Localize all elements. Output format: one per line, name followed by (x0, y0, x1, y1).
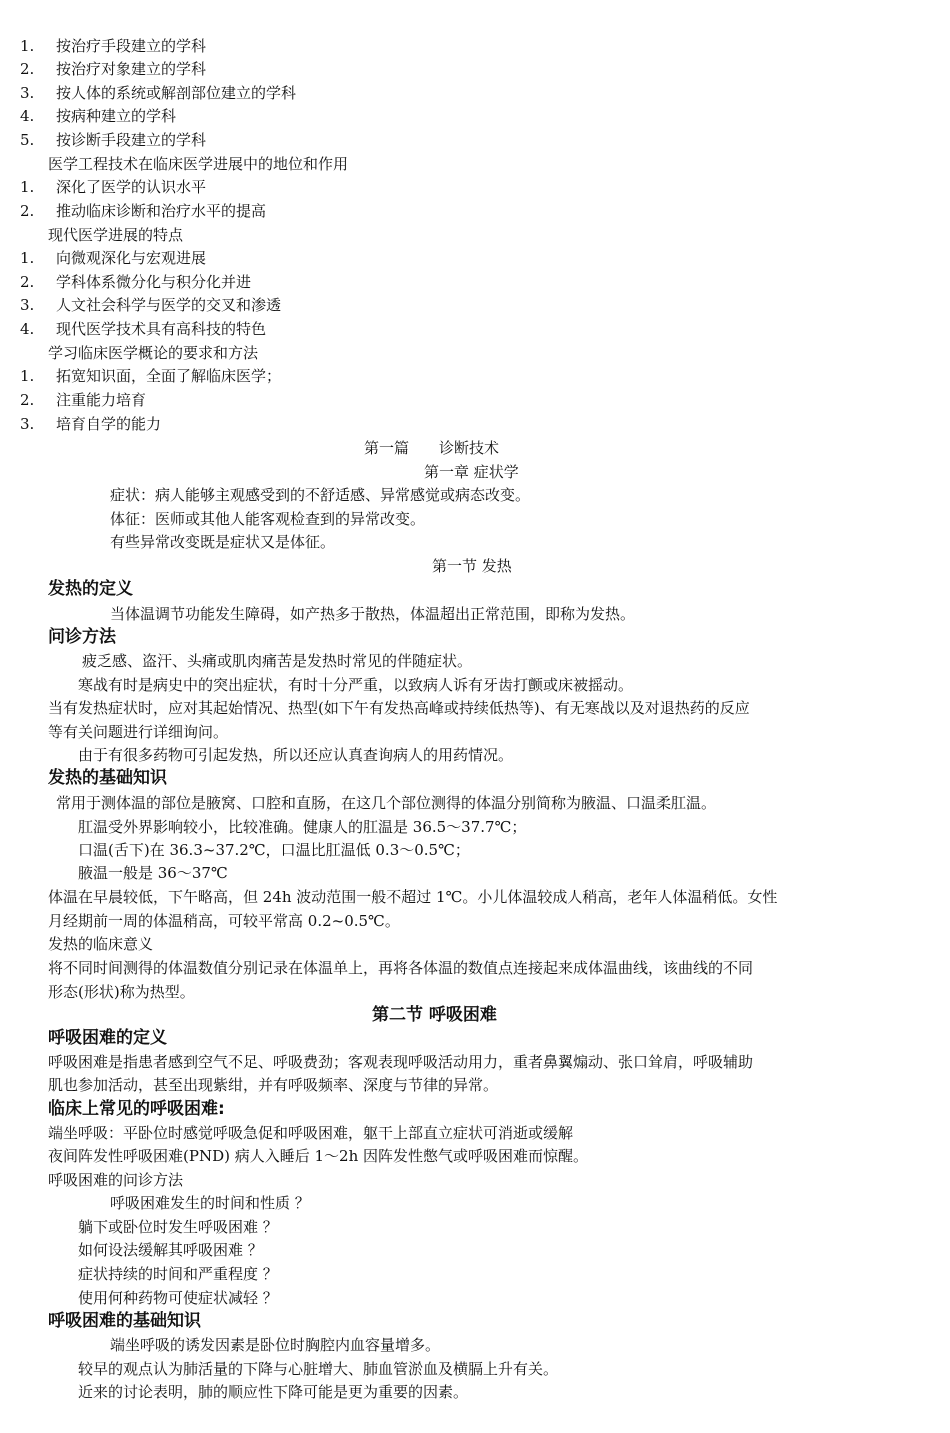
list-number: 4. (20, 320, 35, 338)
list-text: 拓宽知识面，全面了解临床医学； (56, 367, 282, 385)
paragraph-line: 由于有很多药物可引起发热，所以还应认真查询病人的用药情况。 (78, 746, 514, 764)
list-text: 按治疗手段建立的学科 (56, 37, 207, 55)
definition-line: 有些异常改变既是症状又是体征。 (110, 533, 336, 551)
section-heading: 呼吸困难的基础知识 (48, 1311, 201, 1331)
list-number: 2. (20, 60, 35, 78)
section-heading: 发热的定义 (48, 579, 133, 599)
list-number: 3. (20, 415, 35, 433)
list-text: 按人体的系统或解剖部位建立的学科 (56, 84, 297, 102)
question-line: 使用何种药物可使症状减轻 ？ (78, 1289, 278, 1307)
paragraph-line: 口温(舌下)在 36.3~37.2℃，口温比肛温低 0.3～0.5℃； (78, 841, 470, 859)
section-heading: 问诊方法 (48, 627, 116, 647)
paragraph-line: 体温在早晨较低，下午略高，但 24h 波动范围一般不超过 1℃。小儿体温较成人稍高，老年人体温稍低。女性 (48, 888, 778, 906)
list-number: 1. (20, 367, 35, 385)
subheading: 学习临床医学概论的要求和方法 (48, 344, 259, 362)
list-number: 1. (20, 37, 35, 55)
list-number: 2. (20, 391, 35, 409)
paragraph-line: 腋温一般是 36～37℃ (78, 864, 228, 882)
paragraph-line: 月经期前一周的体温稍高，可较平常高 0.2~0.5℃。 (48, 912, 400, 930)
section-heading: 发热的基础知识 (48, 768, 167, 788)
list-number: 1. (20, 178, 35, 196)
list-text: 推动临床诊断和治疗水平的提高 (56, 202, 267, 220)
paragraph-line: 较早的观点认为肺活量的下降与心脏增大、肺血管淤血及横膈上升有关。 (78, 1360, 559, 1378)
list-text: 培育自学的能力 (56, 415, 162, 433)
paragraph-line: 寒战有时是病史中的突出症状，有时十分严重，以致病人诉有牙齿打颤或床被摇动。 (78, 676, 634, 694)
list-text: 学科体系微分化与积分化并进 (56, 273, 252, 291)
list-text: 按诊断手段建立的学科 (56, 131, 207, 149)
section-title: 第一节 发热 (432, 557, 512, 575)
paragraph-line: 呼吸困难是指患者感到空气不足、呼吸费劲；客观表现呼吸活动用力，重者鼻翼煽动、张口耸肩，呼吸辅助 (48, 1053, 754, 1071)
subheading: 医学工程技术在临床医学进展中的地位和作用 (48, 155, 349, 173)
section-heading: 呼吸困难的定义 (48, 1028, 167, 1048)
list-text: 按病种建立的学科 (56, 107, 177, 125)
paragraph-line: 疲乏感、盗汗、头痛或肌肉痛苦是发热时常见的伴随症状。 (82, 652, 473, 670)
paragraph-line: 呼吸困难的问诊方法 (48, 1171, 184, 1189)
question-line: 呼吸困难发生的时间和性质 ？ (110, 1194, 310, 1212)
list-number: 2. (20, 273, 35, 291)
question-line: 症状持续的时间和严重程度 ？ (78, 1265, 278, 1283)
list-text: 按治疗对象建立的学科 (56, 60, 207, 78)
list-number: 1. (20, 249, 35, 267)
list-text: 向微观深化与宏观进展 (56, 249, 207, 267)
list-text: 现代医学技术具有高科技的特色 (56, 320, 267, 338)
paragraph-line: 常用于测体温的部位是腋窝、口腔和直肠，在这几个部位测得的体温分别简称为腋温、口温柔肛温。 (56, 794, 717, 812)
paragraph-line: 端坐呼吸：平卧位时感觉呼吸急促和呼吸困难，躯干上部直立症状可消逝或缓解 (48, 1124, 574, 1142)
paragraph-line: 当有发热症状时，应对其起始情况、热型(如下午有发热高峰或持续低热等)、有无寒战以及对退热药的反应 (48, 699, 750, 717)
list-text: 注重能力培育 (56, 391, 147, 409)
list-text: 人文社会科学与医学的交叉和渗透 (56, 296, 282, 314)
paragraph-line: 形态(形状)称为热型。 (48, 983, 195, 1001)
paragraph-line: 端坐呼吸的诱发因素是卧位时胸腔内血容量增多。 (110, 1336, 441, 1354)
list-number: 3. (20, 296, 35, 314)
list-text: 深化了医学的认识水平 (56, 178, 207, 196)
section-heading: 临床上常见的呼吸困难: (48, 1099, 225, 1119)
definition-line: 体征：医师或其他人能客观检查到的异常改变。 (110, 510, 426, 528)
list-number: 4. (20, 107, 35, 125)
chapter-title: 第一章 症状学 (424, 463, 519, 481)
paragraph-line: 肌也参加活动，甚至出现紫绀，并有呼吸频率、深度与节律的异常。 (48, 1076, 499, 1094)
list-number: 2. (20, 202, 35, 220)
paragraph-line: 发热的临床意义 (48, 935, 154, 953)
paragraph-line: 当体温调节功能发生障碍，如产热多于散热，体温超出正常范围，即称为发热。 (110, 605, 636, 623)
question-line: 如何设法缓解其呼吸困难 ？ (78, 1241, 263, 1259)
paragraph-line: 近来的讨论表明，肺的顺应性下降可能是更为重要的因素。 (78, 1383, 469, 1401)
section-title: 第二节 呼吸困难 (372, 1005, 497, 1025)
question-line: 躺下或卧位时发生呼吸困难 ？ (78, 1218, 278, 1236)
subheading: 现代医学进展的特点 (48, 226, 184, 244)
definition-line: 症状：病人能够主观感受到的不舒适感、异常感觉或病态改变。 (110, 486, 531, 504)
paragraph-line: 等有关问题进行详细询问。 (48, 723, 229, 741)
paragraph-line: 肛温受外界影响较小，比较准确。健康人的肛温是 36.5～37.7℃； (78, 818, 527, 836)
part-title: 第一篇 诊断技术 (364, 439, 500, 457)
paragraph-line: 夜间阵发性呼吸困难(PND) 病人入睡后 1～2h 因阵发性憋气或呼吸困难而惊醒。 (48, 1147, 589, 1165)
list-number: 5. (20, 131, 35, 149)
list-number: 3. (20, 84, 35, 102)
paragraph-line: 将不同时间测得的体温数值分别记录在体温单上，再将各体温的数值点连接起来成体温曲线，该曲线的不同 (48, 959, 754, 977)
